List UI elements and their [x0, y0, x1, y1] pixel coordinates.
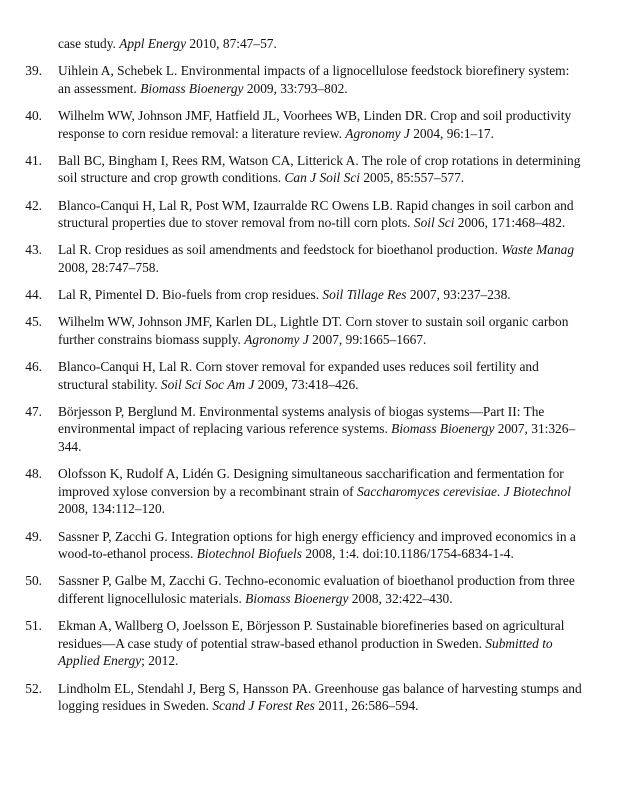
- reference-number: 48.: [25, 466, 42, 482]
- reference-journal: Scand J Forest Res: [212, 698, 315, 714]
- reference-continuation: [0, 35, 617, 53]
- reference-journal: Appl Energy: [119, 36, 187, 51]
- reference-39: [0, 62, 617, 97]
- reference-text: Uihlein A, Schebek L. Environmental impacts of a lignocellulose feedstock biorefinery system: an assessment.: [58, 63, 570, 96]
- reference-42: [0, 197, 617, 232]
- reference-journal: Waste Manag: [501, 242, 575, 258]
- reference-text: Ekman A, Wallberg O, Joelsson E, Börjesson P. Sustainable biorefineries based on agricultural residues—A case study of potential straw-based ethanol production in Sweden.: [58, 618, 565, 651]
- reference-tail: 2008, 28:747–758.: [58, 259, 159, 275]
- reference-journal: Agronomy J: [244, 331, 309, 347]
- reference-text: Sassner P, Galbe M, Zacchi G. Techno-economic evaluation of bioethanol production from three different lignocellulosic materials.: [58, 573, 575, 606]
- reference-tail: 2007, 93:237–238.: [406, 287, 511, 303]
- reference-tail: 2010, 87:47–57.: [186, 36, 277, 51]
- reference-50: [0, 572, 617, 607]
- reference-tail-secondary: 2008, 134:112–120.: [58, 501, 166, 517]
- reference-51: [0, 617, 617, 670]
- reference-46: [0, 358, 617, 393]
- reference-text: Blanco-Canqui H, Lal R. Corn stover removal for expanded uses reduces soil fertility and structural stability.: [58, 359, 539, 392]
- reference-text: Lal R, Pimentel D. Bio-fuels from crop residues.: [58, 287, 323, 303]
- reference-text: Lal R. Crop residues as soil amendments and feedstock for bioethanol production.: [58, 242, 502, 258]
- reference-tail: 2008, 1:4. doi:10.1186/1754-6834-1-4.: [301, 546, 514, 562]
- reference-47: [0, 403, 617, 456]
- reference-tail: .: [496, 483, 504, 499]
- reference-tail: 2009, 33:793–802.: [243, 80, 348, 96]
- reference-number: 45.: [25, 314, 42, 330]
- reference-48: [0, 465, 617, 518]
- reference-45: [0, 313, 617, 348]
- reference-number: 40.: [25, 107, 42, 123]
- reference-number: 49.: [25, 528, 42, 544]
- reference-journal: Soil Tillage Res: [322, 287, 407, 303]
- reference-tail: 2004, 96:1–17.: [409, 125, 494, 141]
- reference-journal: Agronomy J: [345, 125, 410, 141]
- reference-journal: Can J Soil Sci: [284, 170, 360, 186]
- reference-number: 51.: [25, 618, 42, 634]
- reference-number: 39.: [25, 63, 42, 79]
- reference-number: 50.: [25, 573, 42, 589]
- reference-number: 42.: [25, 197, 42, 213]
- reference-tail: 2007, 31:326–344.: [58, 421, 576, 455]
- reference-journal: Biomass Bioenergy: [140, 80, 244, 96]
- reference-number: 47.: [25, 403, 42, 419]
- reference-journal: Submitted to Applied Energy: [58, 635, 553, 669]
- reference-number: 52.: [25, 680, 42, 696]
- reference-number: 41.: [25, 152, 42, 168]
- reference-tail: 2005, 85:557–577.: [359, 170, 465, 186]
- reference-journal: Soil Sci: [413, 215, 455, 231]
- reference-tail: 2006, 171:468–482.: [454, 215, 566, 231]
- reference-journal: Biomass Bioenergy: [391, 421, 495, 437]
- reference-tail: 2009, 73:418–426.: [254, 376, 359, 392]
- reference-number: 44.: [25, 287, 42, 303]
- reference-text: Blanco-Canqui H, Lal R, Post WM, Izaurralde RC Owens LB. Rapid changes in soil carbon and structural properties due to stover removal from no-till corn plots.: [58, 197, 574, 231]
- reference-44: [0, 286, 617, 304]
- reference-40: [0, 107, 617, 142]
- reference-journal: Biotechnol Biofuels: [196, 546, 302, 562]
- reference-41: [0, 152, 617, 187]
- reference-43: [0, 241, 617, 276]
- reference-tail: 2011, 26:586–594.: [314, 698, 419, 714]
- reference-tail: 2008, 32:422–430.: [348, 590, 453, 606]
- reference-text: Ball BC, Bingham I, Rees RM, Watson CA, Litterick A. The role of crop rotations in determining soil structure and crop growth conditions.: [58, 152, 581, 186]
- reference-49: [0, 528, 617, 563]
- reference-tail: 2007, 99:1665–1667.: [308, 331, 427, 347]
- reference-number: 46.: [25, 359, 42, 375]
- reference-text: Wilhelm WW, Johnson JMF, Hatfield JL, Voorhees WB, Linden DR. Crop and soil productivity response to corn residue removal: a literature review.: [58, 107, 572, 141]
- reference-text: Sassner P, Zacchi G. Integration options for high energy efficiency and improved economics in a wood-to-ethanol process.: [58, 528, 576, 562]
- reference-journal: Saccharomyces cerevisiae: [356, 483, 497, 499]
- reference-text: Lindholm EL, Stendahl J, Berg S, Hansson PA. Greenhouse gas balance of harvesting stumps and logging residues in Sweden.: [58, 680, 582, 714]
- reference-list: [0, 35, 617, 724]
- reference-journal: Biomass Bioenergy: [245, 590, 349, 606]
- reference-journal-secondary: J Biotechnol: [503, 483, 571, 499]
- reference-number: 43.: [25, 242, 42, 258]
- reference-text: Wilhelm WW, Johnson JMF, Karlen DL, Lightle DT. Corn stover to sustain soil organic carbon further constrains biomass supply.: [58, 314, 569, 347]
- reference-text: Börjesson P, Berglund M. Environmental systems analysis of biogas systems—Part II: The environmental impact of replacing various reference systems.: [58, 403, 545, 437]
- reference-tail: ; 2012.: [141, 653, 179, 669]
- reference-text: case study.: [58, 36, 120, 51]
- reference-52: [0, 680, 617, 715]
- reference-journal: Soil Sci Soc Am J: [160, 376, 255, 392]
- reference-text: Olofsson K, Rudolf A, Lidén G. Designing simultaneous saccharification and fermentation for improved xylose conversion by a recombinant strain of: [58, 466, 564, 499]
